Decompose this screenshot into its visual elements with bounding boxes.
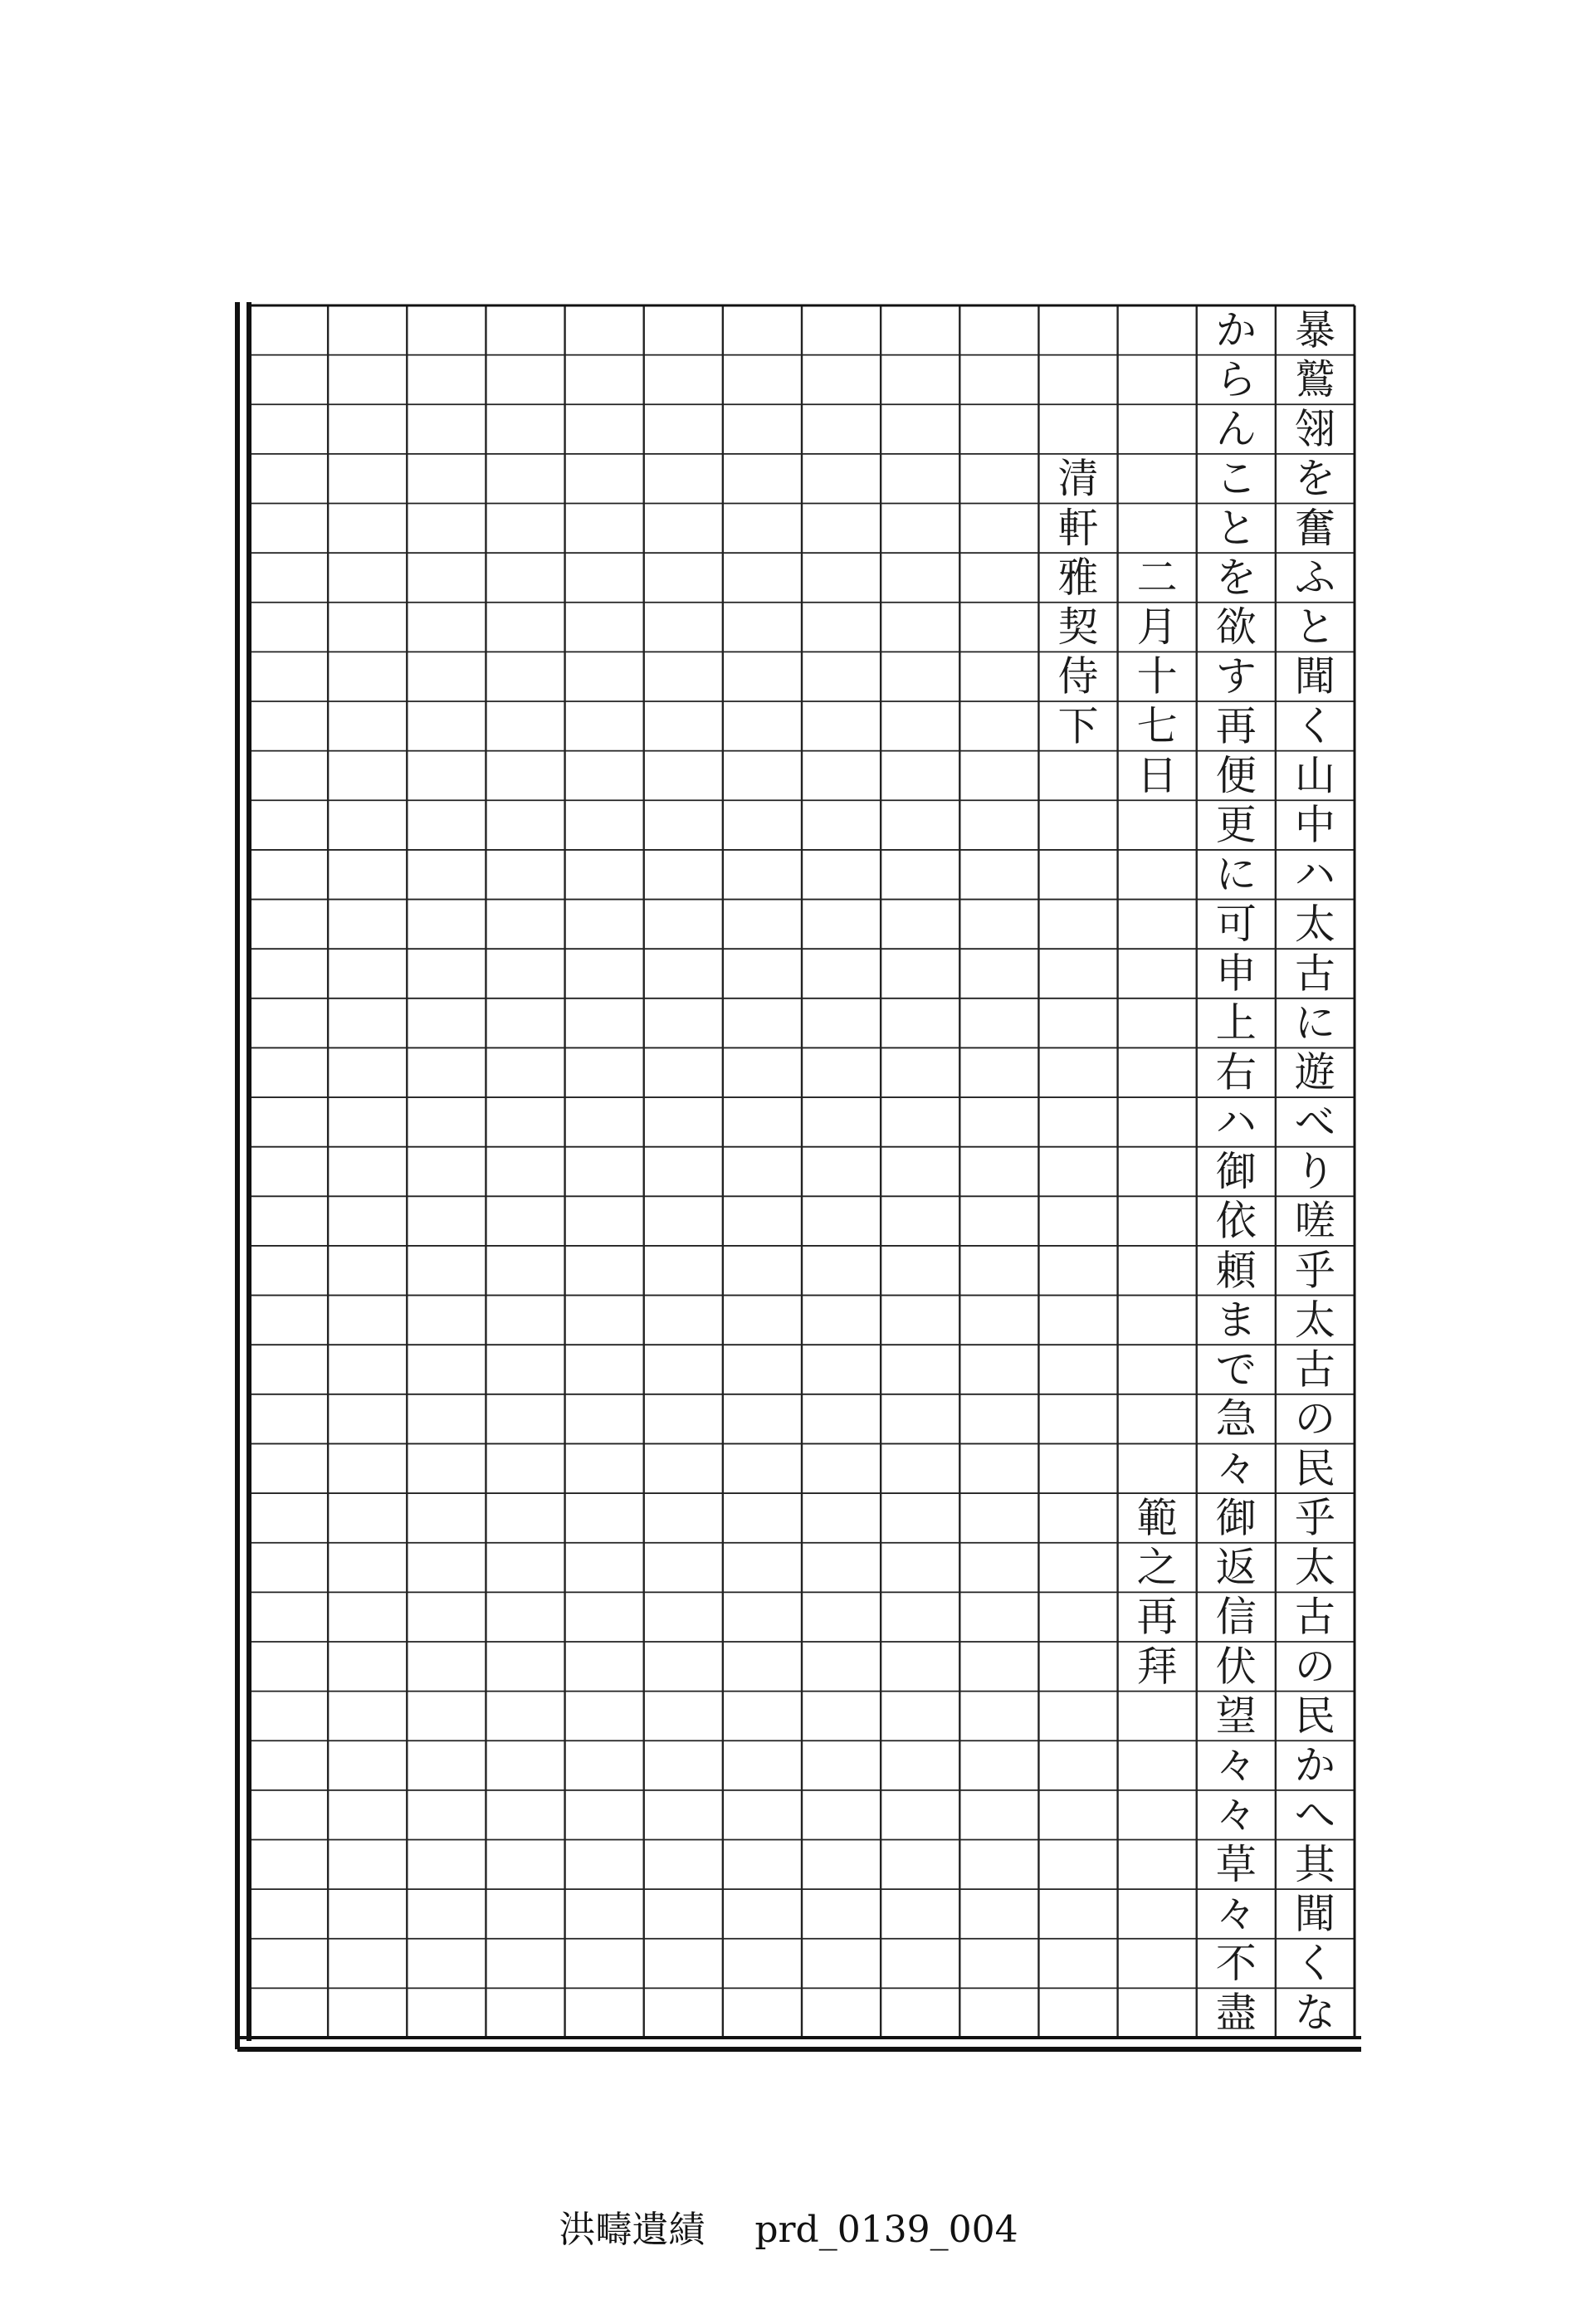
manuscript-char: 七 [1136,702,1178,750]
manuscript-char: こ [1215,455,1257,503]
manuscript-char: す [1215,652,1257,701]
manuscript-char: 乎 [1294,1247,1335,1295]
manuscript-char: 古 [1294,1345,1335,1394]
manuscript-char: 御 [1215,1148,1257,1195]
manuscript-char: の [1294,1395,1335,1443]
manuscript-char: へ [1294,1791,1335,1839]
manuscript-char: 乎 [1294,1494,1335,1542]
manuscript-char: 急 [1215,1395,1257,1443]
manuscript-char: 翎 [1294,405,1335,453]
manuscript-char: な [1294,1989,1335,2037]
manuscript-char: ハ [1294,851,1335,899]
manuscript-char: 再 [1136,1593,1178,1641]
manuscript-char: 拜 [1136,1643,1178,1691]
manuscript-char: 々 [1215,1741,1257,1789]
manuscript-char: 範 [1136,1494,1178,1542]
manuscript-char: ん [1215,405,1257,453]
manuscript-char: 民 [1294,1444,1335,1492]
manuscript-char: 古 [1294,950,1335,998]
manuscript-char: べ [1294,1098,1335,1146]
manuscript-char: を [1215,554,1257,602]
manuscript-char: 其 [1294,1840,1335,1888]
manuscript-char: 不 [1215,1940,1257,1988]
manuscript-char: 便 [1215,751,1257,799]
manuscript-char: ふ [1294,554,1335,602]
manuscript-char: 清 [1057,455,1099,503]
manuscript-char: 月 [1136,603,1178,652]
grid-lines [249,305,1355,2038]
manuscript-char: 民 [1294,1692,1335,1740]
manuscript-char: ら [1215,355,1257,403]
manuscript-char: 望 [1215,1692,1257,1740]
manuscript-char: 御 [1215,1494,1257,1542]
manuscript-char: 軒 [1057,504,1099,552]
manuscript-char: で [1215,1345,1257,1394]
manuscript-char: 暴 [1294,306,1335,354]
page-footer [0,2200,1577,2253]
manuscript-char: を [1294,455,1335,503]
manuscript-char: 之 [1136,1544,1178,1592]
manuscript-char: 日 [1136,751,1178,799]
manuscript-char: 十 [1136,652,1178,701]
manuscript-char: く [1294,1940,1335,1988]
manuscript-char: 伏 [1215,1643,1257,1691]
manuscript-char: く [1294,702,1335,750]
manuscript-char: 古 [1294,1593,1335,1641]
manuscript-char: 中 [1294,801,1335,849]
manuscript-char: 契 [1057,603,1099,652]
manuscript-char: 申 [1215,950,1257,998]
manuscript-char: 嗟 [1294,1197,1335,1245]
manuscript-char: 草 [1215,1840,1257,1888]
manuscript-char: 々 [1215,1444,1257,1492]
manuscript-char: 可 [1215,900,1257,948]
manuscript-char: 雅 [1057,554,1099,602]
manuscript-char: 鷲 [1294,355,1335,403]
manuscript-char: 聞 [1294,652,1335,701]
manuscript-char: に [1294,999,1335,1047]
manuscript-char: ハ [1215,1098,1257,1146]
manuscript-char: 上 [1215,999,1257,1047]
manuscript-char: 信 [1215,1593,1257,1641]
manuscript-char: と [1215,504,1257,552]
manuscript-char: か [1215,306,1257,354]
manuscript-char: 再 [1215,702,1257,750]
manuscript-char: 下 [1057,702,1099,750]
manuscript-char: 欲 [1215,603,1257,652]
manuscript-char: り [1294,1148,1335,1195]
manuscript-char: 奮 [1294,504,1335,552]
manuscript-char: 依 [1215,1197,1257,1245]
manuscript-char: に [1215,851,1257,899]
manuscript-char: か [1294,1741,1335,1789]
manuscript-char: 侍 [1057,652,1099,701]
manuscript-char: 太 [1294,900,1335,948]
manuscript-char: 返 [1215,1544,1257,1592]
manuscript-char: 太 [1294,1544,1335,1592]
manuscript-char: ま [1215,1296,1257,1344]
manuscript-char: と [1294,603,1335,652]
manuscript-char: 々 [1215,1890,1257,1938]
footer-page-id: prd_0139_004 [754,2209,1018,2251]
manuscript-char: 頼 [1215,1247,1257,1295]
manuscript-char: 太 [1294,1296,1335,1344]
manuscript-char: 二 [1136,554,1178,602]
manuscript-char: 遊 [1294,1048,1335,1096]
manuscript-char: 更 [1215,801,1257,849]
manuscript-char: 々 [1215,1791,1257,1839]
manuscript-char: 聞 [1294,1890,1335,1938]
manuscript-char: 山 [1294,751,1335,799]
footer-title: 洪疇遺績 [559,2209,706,2251]
manuscript-char: の [1294,1643,1335,1691]
manuscript-char: 右 [1215,1048,1257,1096]
manuscript-char: 盡 [1215,1989,1257,2037]
